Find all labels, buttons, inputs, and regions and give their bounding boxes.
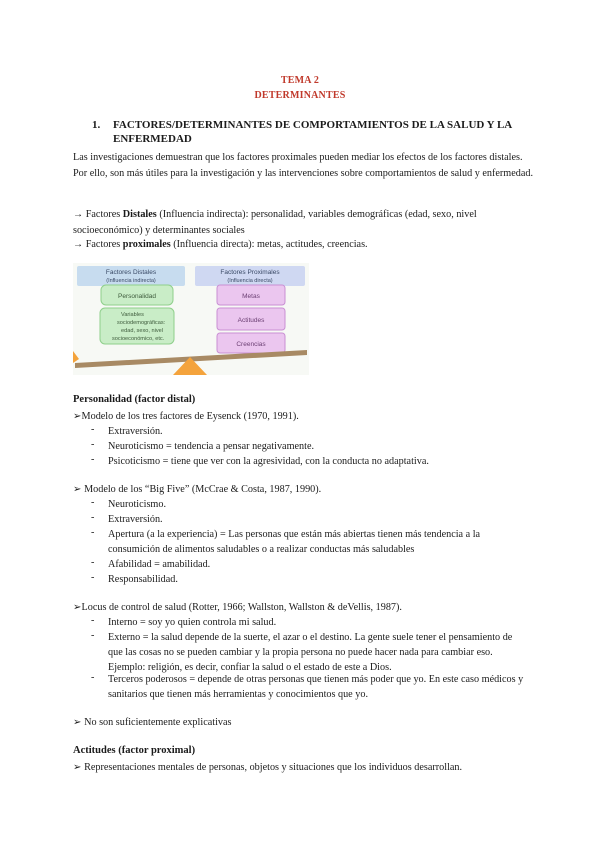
bullet-dash: -	[91, 630, 95, 641]
bullet-dash: -	[91, 454, 95, 465]
locus-item: Externo = la salud depende de la suerte, el azar o el destino. La gente suele tener el pensamiento de que las cosas no se pueden cambiar y la propia persona no puede hacer nada para cambiar eso. Ejemplo: religión, es decir, confiar la salud o el estado de este a Dios.	[108, 632, 513, 673]
distal-header-sub: (Influencia indirecta)	[106, 278, 156, 284]
bigfive-item: Apertura (a la experiencia) = Las personas que están más abiertas tienen más tendencia a la consumición de alimentos saludables o a realizar conductas más saludables	[108, 529, 481, 555]
bullet-dash: -	[91, 557, 95, 568]
distal-bold: Distales	[122, 209, 157, 220]
bullet-dash: -	[91, 512, 95, 523]
bigfive-item: Responsabilidad.	[108, 574, 178, 585]
eysenck-item: Extraversión.	[108, 426, 163, 437]
bullet-dash: -	[91, 439, 95, 450]
bullet-dash: -	[91, 572, 95, 583]
variables-line-4: socioeconómico, etc.	[112, 336, 165, 342]
distal-factors-line: → Factores Distales (Influencia indirecta): personalidad, variables demográficas (edad, sexo, nivel socioeconómico) y determinantes sociales	[73, 209, 477, 236]
proximal-header-sub: (Influencia directa)	[227, 278, 273, 284]
document-title: TEMA 2	[280, 75, 320, 86]
bullet-dash: -	[91, 497, 95, 508]
creencias-label: Creencias	[236, 341, 266, 348]
document-subtitle: DETERMINANTES	[254, 90, 346, 101]
bigfive-item: Afabilidad = amabilidad.	[108, 559, 211, 570]
proximal-bold: proximales	[122, 239, 171, 250]
eysenck-item: Neuroticismo = tendencia a pensar negativamente.	[108, 441, 315, 452]
locus-item: Interno = soy yo quien controla mi salud.	[108, 617, 277, 628]
personalidad-heading: Personalidad (factor distal)	[73, 394, 196, 405]
actitudes-label: Actitudes	[237, 317, 265, 324]
actitudes-line: ➢ Representaciones mentales de personas, objetos y situaciones que los individuos desarrollan.	[73, 762, 463, 773]
variables-line-3: edad, sexo, nivel	[121, 328, 163, 334]
section-number: 1.	[92, 119, 101, 131]
proximal-factors-line: → Factores proximales (Influencia directa): metas, actitudes, creencias.	[73, 239, 368, 250]
section-title: FACTORES/DETERMINANTES DE COMPORTAMIENTOS DE LA SALUD Y LA ENFERMEDAD	[113, 119, 512, 145]
proximal-header-text: Factores Proximales	[220, 269, 280, 276]
variables-line-2: sociodemográficas:	[117, 320, 166, 326]
intro-paragraph: Las investigaciones demuestran que los factores proximales pueden mediar los efectos de los factores distales. Por ello, son más útiles para la investigación y las intervenciones sobre comportamientos de salud y enfermedad.	[73, 152, 534, 179]
locus-line: ➢Locus de control de salud (Rotter, 1966; Wallston, Wallston & deVellis, 1987).	[73, 602, 402, 613]
eysenck-item: Psicoticismo = tiene que ver con la agresividad, con la conducta no adaptativa.	[108, 456, 429, 467]
distal-header-text: Factores Distales	[105, 269, 157, 276]
bullet-dash: -	[91, 527, 95, 538]
bigfive-item: Neuroticismo.	[108, 499, 167, 510]
actitudes-heading: Actitudes (factor proximal)	[73, 745, 196, 756]
factors-balance-figure	[73, 263, 309, 375]
bigfive-line: ➢ Modelo de los “Big Five” (McCrae & Costa, 1987, 1990).	[73, 484, 322, 495]
locus-item: Terceros poderosos = depende de otras personas que tienen más poder que yo. En este caso médicos y sanitarios que tienen más herramientas y conocimientos que yo.	[108, 674, 524, 700]
bullet-dash: -	[91, 615, 95, 626]
eysenck-line: ➢Modelo de los tres factores de Eysenck (1970, 1991).	[73, 411, 299, 422]
variables-line-1: Variables	[121, 312, 144, 318]
personalidad-label: Personalidad	[118, 293, 156, 300]
bullet-dash: -	[91, 424, 95, 435]
metas-label: Metas	[242, 293, 260, 300]
bullet-dash: -	[91, 672, 95, 683]
bigfive-item: Extraversión.	[108, 514, 163, 525]
note-line: ➢ No son suficientemente explicativas	[73, 717, 232, 728]
